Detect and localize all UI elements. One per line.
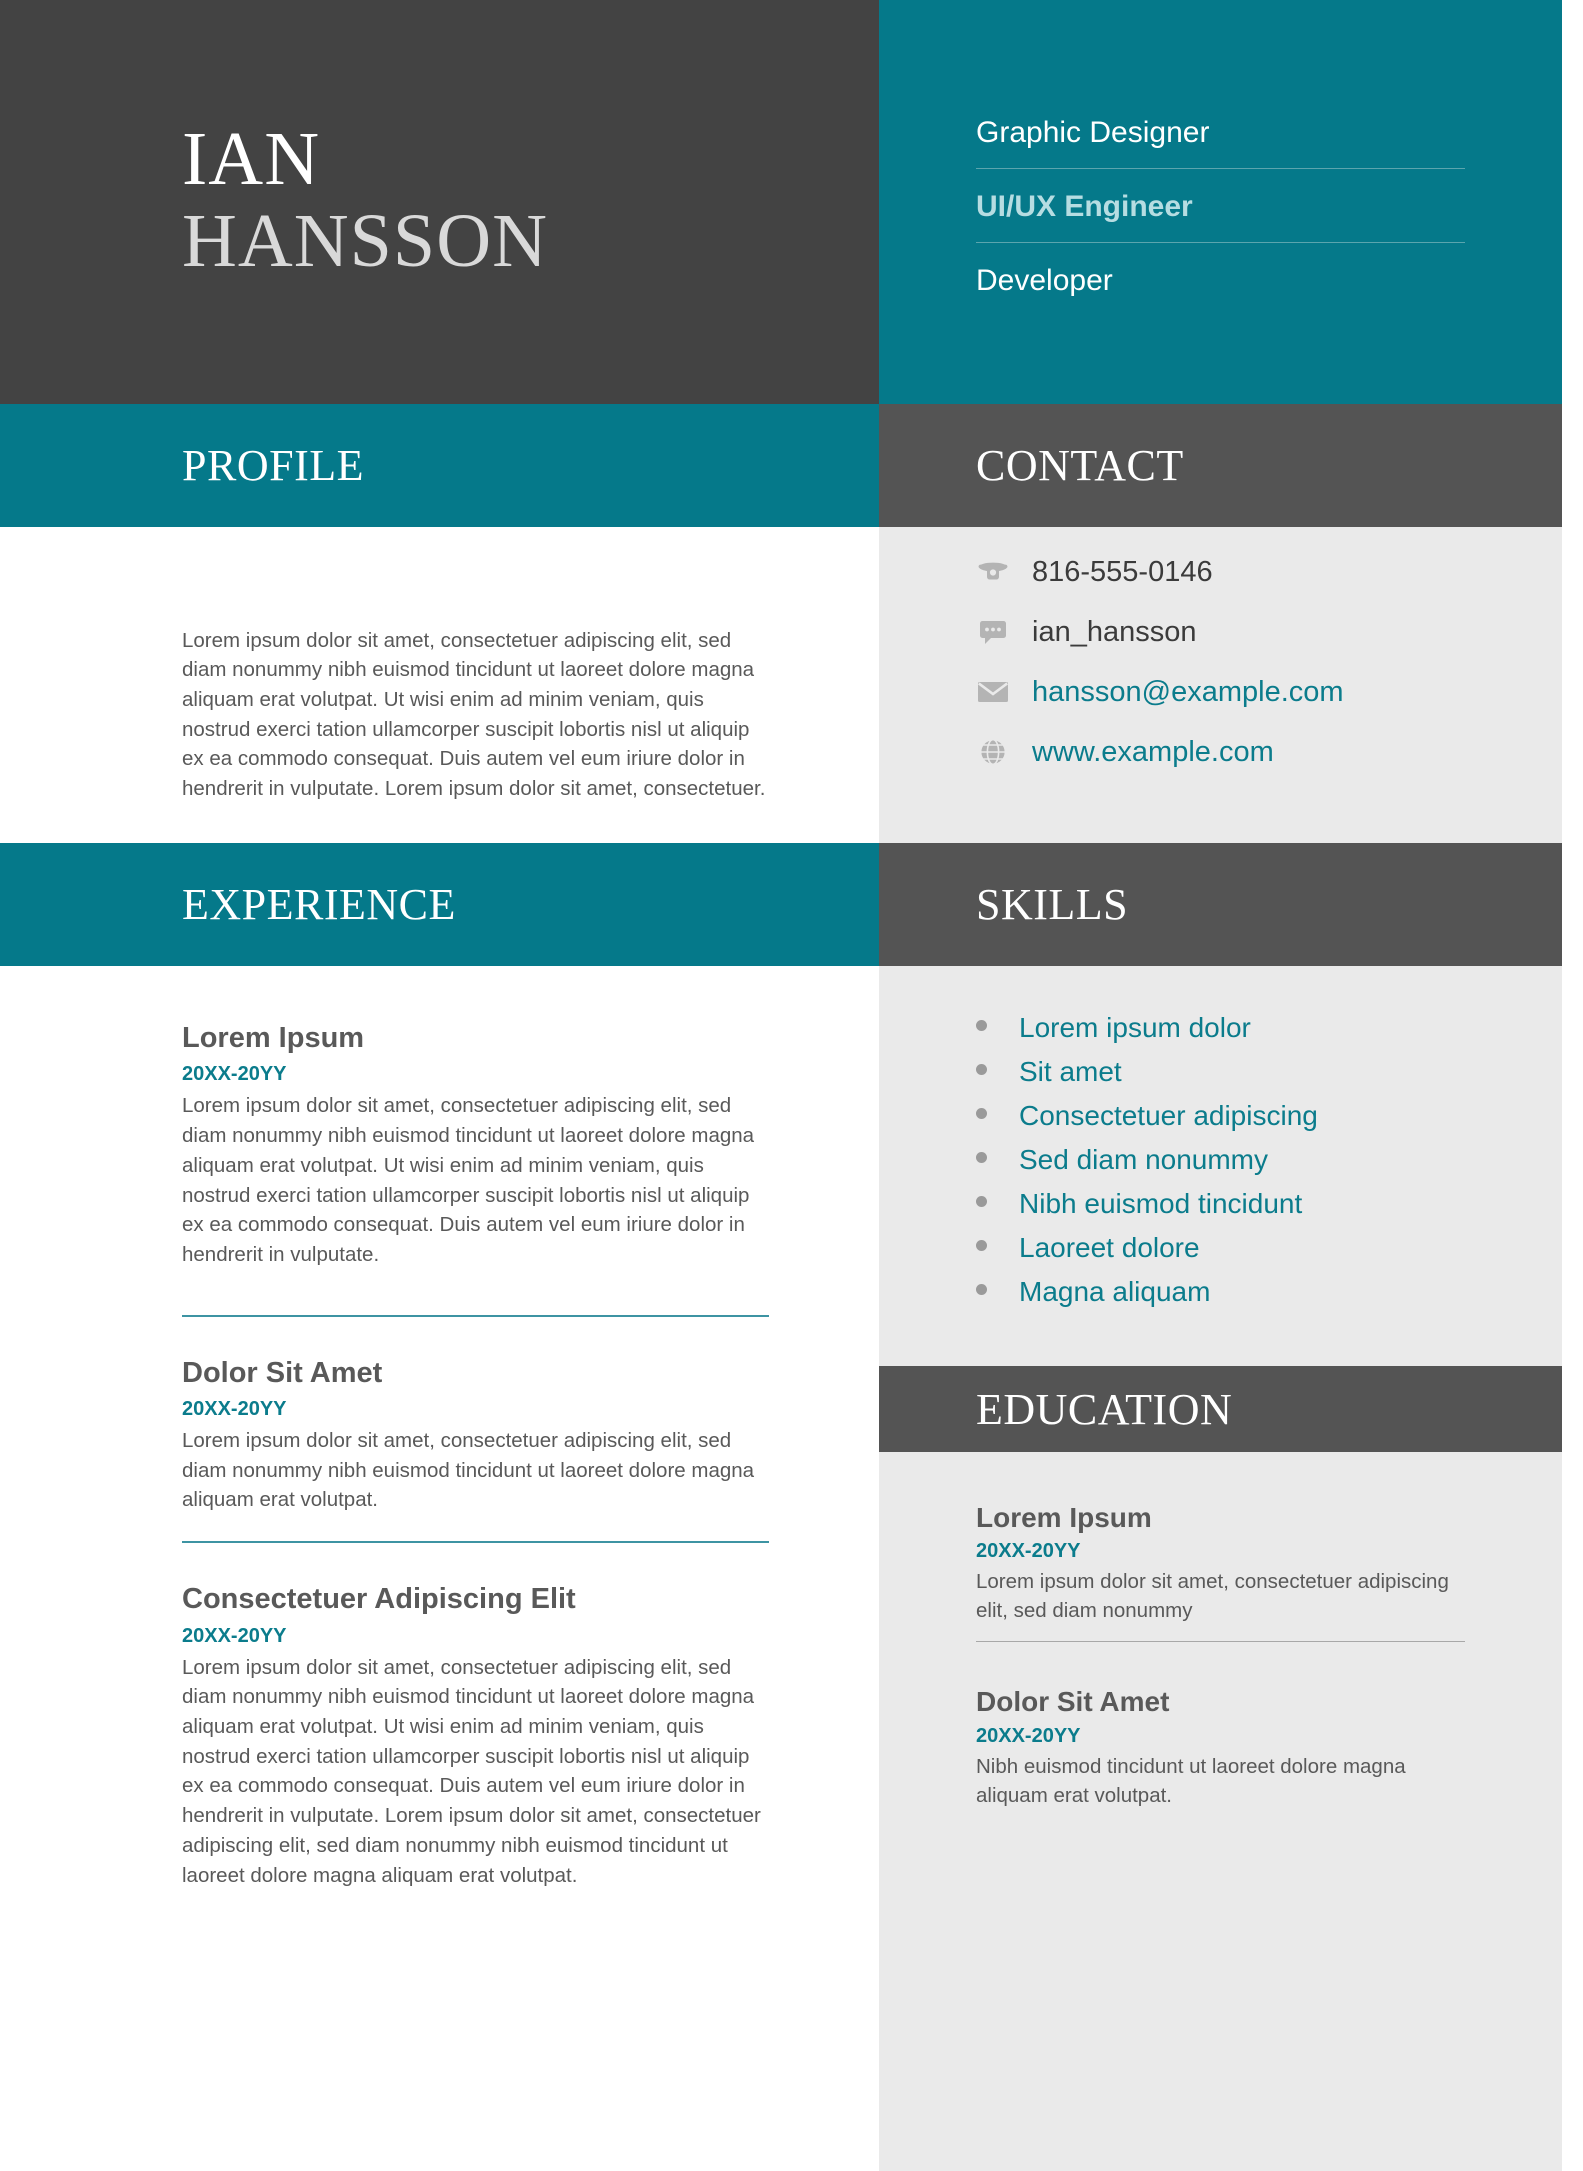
experience-body: Lorem ipsum dolor sit amet, consectetuer adipiscing elit, sed diam nonummy nibh euismod tincidunt ut laoreet dolore magna aliquam erat volutpat. bbox=[182, 1429, 755, 1512]
section-title-education: EDUCATION bbox=[976, 1384, 1233, 1434]
education-date: 20XX-20YY bbox=[976, 1724, 1081, 1747]
section-header-profile bbox=[0, 404, 879, 527]
education-divider bbox=[976, 1641, 1465, 1642]
contact-item-username[interactable] bbox=[976, 617, 1562, 647]
education-title: Lorem Ipsum bbox=[976, 1502, 1152, 1533]
experience-date: 20XX-20YY bbox=[182, 1063, 287, 1086]
skill-item bbox=[976, 1143, 1502, 1176]
education-body: Nibh euismod tincidunt ut laoreet dolore magna aliquam erat volutpat. bbox=[976, 1754, 1406, 1807]
section-title-profile: PROFILE bbox=[182, 441, 364, 490]
section-header-skills bbox=[879, 843, 1562, 966]
experience-list bbox=[0, 966, 879, 1890]
skills-block bbox=[879, 966, 1562, 1366]
profile-body-text: Lorem ipsum dolor sit amet, consectetuer adipiscing elit, sed diam nonummy nibh euismod tincidunt ut laoreet dolore magna aliquam erat volutpat. Ut wisi enim ad minim veniam, quis nostrud exerci tation ullamcorper suscipit lobortis nisl ut aliquip ex ea commodo consequat. Duis autem vel eum iriure dolor in hendrerit in vulputate. Lorem ipsum dolor sit amet, consectetuer. bbox=[182, 628, 766, 801]
contact-value-email[interactable]: hansson@example.com bbox=[1032, 675, 1344, 708]
bullet-icon bbox=[976, 1108, 987, 1119]
skill-label: Laoreet dolore bbox=[1019, 1232, 1200, 1264]
bullet-icon bbox=[976, 1196, 987, 1207]
band-profile-contact bbox=[0, 404, 1562, 527]
education-entry bbox=[976, 1686, 1465, 1809]
header-titles-block bbox=[879, 0, 1562, 404]
section-title-experience: EXPERIENCE bbox=[182, 880, 456, 929]
skill-item bbox=[976, 1099, 1502, 1132]
section-header-education bbox=[879, 1366, 1562, 1452]
education-block bbox=[879, 1452, 1562, 2171]
skills-education-column bbox=[879, 966, 1562, 2171]
experience-divider bbox=[182, 1315, 769, 1317]
skills-list bbox=[879, 966, 1562, 1308]
skill-label: Sit amet bbox=[1019, 1056, 1122, 1088]
chat-bubble-icon bbox=[976, 617, 1010, 647]
contact-value-username: ian_hansson bbox=[1032, 615, 1197, 648]
education-list bbox=[879, 1452, 1562, 1810]
experience-body: Lorem ipsum dolor sit amet, consectetuer adipiscing elit, sed diam nonummy nibh euismod tincidunt ut laoreet dolore magna aliquam erat volutpat. Ut wisi enim ad minim veniam, quis nostrud exerci tation ullamcorper suscipit lobortis nisl ut aliquip ex ea commodo consequat. Duis autem vel eum iriure dolor in hendrerit in vulputate. bbox=[182, 1094, 755, 1266]
contact-item-phone[interactable] bbox=[976, 557, 1562, 587]
bullet-icon bbox=[976, 1152, 987, 1163]
experience-entry bbox=[182, 1357, 769, 1516]
skill-item bbox=[976, 1231, 1502, 1264]
education-body: Lorem ipsum dolor sit amet, consectetuer adipiscing elit, sed diam nonummy bbox=[976, 1570, 1449, 1623]
bullet-icon bbox=[976, 1284, 987, 1295]
experience-title: Consectetuer Adipiscing Elit bbox=[182, 1583, 576, 1616]
education-entry bbox=[976, 1502, 1465, 1625]
section-header-experience bbox=[0, 843, 879, 966]
header bbox=[0, 0, 1562, 404]
contact-block bbox=[879, 527, 1562, 843]
experience-entry bbox=[182, 1583, 769, 1890]
education-title: Dolor Sit Amet bbox=[976, 1686, 1170, 1718]
job-title-3: Developer bbox=[976, 264, 1113, 297]
skill-label: Lorem ipsum dolor bbox=[1019, 1012, 1251, 1043]
skill-label: Sed diam nonummy bbox=[1019, 1144, 1269, 1176]
experience-date: 20XX-20YY bbox=[182, 1624, 287, 1647]
skill-item bbox=[976, 1055, 1502, 1088]
job-title-1: Graphic Designer bbox=[976, 118, 1465, 169]
last-name: HANSSON bbox=[182, 199, 548, 284]
contact-item-website[interactable] bbox=[976, 737, 1562, 767]
profile-block bbox=[0, 527, 879, 843]
contact-list bbox=[879, 527, 1562, 767]
contact-value-website[interactable]: www.example.com bbox=[1032, 735, 1274, 768]
section-title-skills: SKILLS bbox=[976, 880, 1129, 929]
globe-icon bbox=[976, 737, 1010, 767]
band-experience-skills bbox=[0, 843, 1562, 966]
section-header-contact bbox=[879, 404, 1562, 527]
skill-item bbox=[976, 1011, 1502, 1044]
experience-entry bbox=[182, 1022, 769, 1270]
bullet-icon bbox=[976, 1240, 987, 1251]
envelope-icon bbox=[976, 677, 1010, 707]
header-name-block bbox=[0, 0, 879, 404]
profile-contact-body bbox=[0, 527, 1562, 843]
bullet-icon bbox=[976, 1064, 987, 1075]
experience-divider bbox=[182, 1541, 769, 1543]
section-title-contact: CONTACT bbox=[976, 441, 1184, 490]
skill-label: Consectetuer adipiscing bbox=[1019, 1100, 1318, 1132]
skill-item bbox=[976, 1187, 1502, 1220]
skill-item bbox=[976, 1275, 1502, 1308]
contact-item-email[interactable] bbox=[976, 677, 1562, 707]
phone-icon bbox=[976, 557, 1010, 587]
first-name: IAN bbox=[182, 117, 321, 201]
contact-value-phone: 816-555-0146 bbox=[1032, 555, 1213, 588]
experience-body: Lorem ipsum dolor sit amet, consectetuer adipiscing elit, sed diam nonummy nibh euismod tincidunt ut laoreet dolore magna aliquam erat volutpat. Ut wisi enim ad minim veniam, quis nostrud exerci tation ullamcorper suscipit lobortis nisl ut aliquip ex ea commodo consequat. Duis autem vel eum iriure dolor in hendrerit in vulputate. Lorem ipsum dolor sit amet, consectetuer adipiscing elit, sed diam nonummy nibh euismod tincidunt ut laoreet dolore magna aliquam erat volutpat. bbox=[182, 1655, 761, 1887]
bullet-icon bbox=[976, 1020, 987, 1031]
education-date: 20XX-20YY bbox=[976, 1540, 1081, 1563]
skill-label: Nibh euismod tincidunt bbox=[1019, 1188, 1303, 1220]
main-body bbox=[0, 966, 1562, 2171]
experience-title: Dolor Sit Amet bbox=[182, 1356, 383, 1389]
experience-block bbox=[0, 966, 879, 2171]
experience-title: Lorem Ipsum bbox=[182, 1022, 365, 1054]
job-title-2: UI/UX Engineer bbox=[976, 169, 1465, 243]
experience-date: 20XX-20YY bbox=[182, 1398, 287, 1420]
skill-label: Magna aliquam bbox=[1019, 1276, 1211, 1308]
